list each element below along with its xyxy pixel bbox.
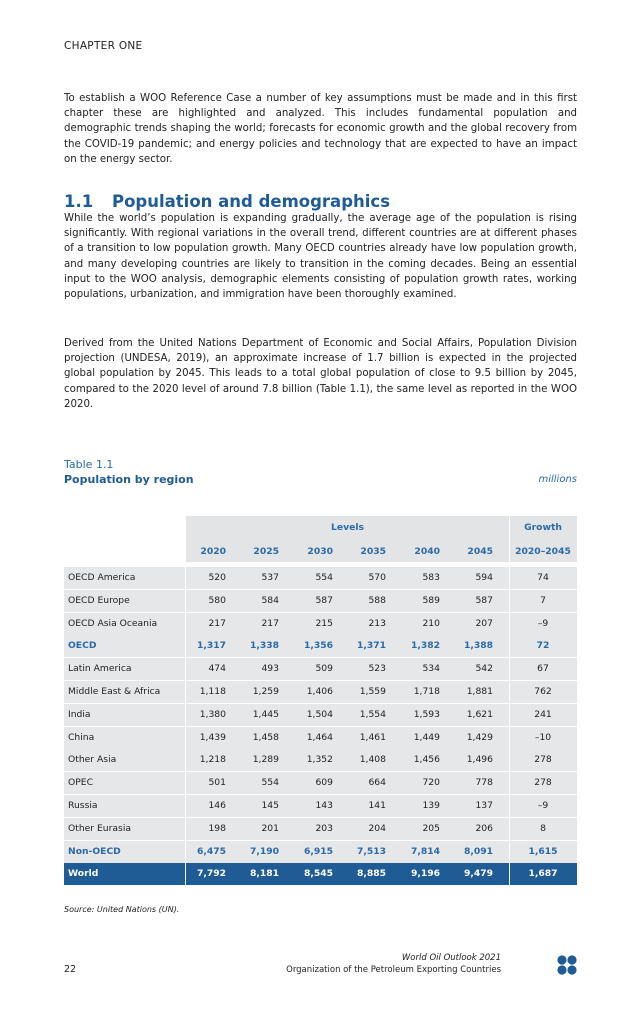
population-value: 204	[368, 822, 386, 834]
population-value: 6,475	[196, 845, 226, 857]
population-value: 1,881	[466, 686, 493, 697]
region-name: OECD Europe	[68, 594, 130, 606]
population-value: 1,456	[413, 754, 440, 766]
region-name: Russia	[68, 800, 98, 811]
table-row	[64, 795, 577, 817]
year-header: 2025	[253, 546, 279, 557]
region-name: OPEC	[68, 777, 93, 789]
region-name: Other Eurasia	[68, 822, 132, 834]
year-header: 2020	[200, 546, 226, 557]
column-divider	[509, 613, 510, 635]
population-value: 213	[368, 617, 386, 629]
header-blank	[64, 516, 185, 562]
population-value: 1,458	[252, 731, 279, 743]
table-row	[64, 613, 577, 635]
region-name: OECD	[68, 640, 97, 652]
table-row	[64, 772, 577, 794]
column-divider	[509, 704, 510, 726]
column-divider	[509, 795, 510, 817]
column-divider	[509, 635, 510, 657]
population-value: 210	[422, 617, 440, 629]
population-value: 587	[475, 594, 493, 606]
population-value: 139	[422, 800, 440, 811]
table-row	[64, 567, 577, 589]
table-row	[64, 818, 577, 840]
table-row	[64, 749, 577, 771]
region-name: OECD Asia Oceania	[68, 617, 158, 629]
population-value: 542	[475, 663, 493, 675]
population-value: 1,371	[356, 640, 386, 652]
intro-paragraph: To establish a WOO Reference Case a number of key assumptions must be made and in this first chapter these are highlighted and analyzed. This includes fundamental population and demographic trends shaping the world; forecasts for economic growth and the global recovery from the COVID-19 pandemic; and energy policies and technology that are expected to have an impact on the energy sector.	[64, 93, 577, 165]
growth-value: 762	[534, 686, 552, 697]
table-title: Population by region	[64, 473, 194, 486]
population-value: 1,504	[306, 708, 333, 720]
population-value: 1,218	[199, 754, 226, 766]
population-value: 664	[368, 777, 386, 789]
growth-value: 241	[534, 708, 552, 720]
population-value: 143	[315, 800, 333, 811]
population-value: 7,190	[249, 845, 279, 857]
population-value: 1,718	[413, 686, 440, 697]
growth-value: 8	[540, 822, 546, 834]
population-value: 609	[315, 777, 333, 789]
population-value: 1,406	[306, 686, 333, 697]
population-value: 587	[315, 594, 333, 606]
year-header: 2030	[307, 546, 333, 557]
population-value: 7,792	[196, 868, 226, 880]
population-value: 1,338	[249, 640, 279, 652]
population-value: 584	[261, 594, 279, 606]
population-value: 206	[475, 822, 493, 834]
population-value: 217	[261, 617, 279, 629]
population-value: 589	[422, 594, 440, 606]
population-value: 537	[261, 572, 279, 583]
region-name: Latin America	[68, 663, 132, 675]
chapter-label: CHAPTER ONE	[64, 40, 143, 52]
population-value: 8,091	[463, 845, 493, 857]
section-paragraph-2: Derived from the United Nations Department of Economic and Social Affairs, Population Division projection (UNDESA, 2019), an approximate increase of 1.7 billion is expected in the projected global population by 2045. This leads to a total global population of close to 9.5 billion by 2045, compared to the 2020 level of around 7.8 billion (Table 1.1), the same level as reported in the WOO 2020.	[64, 338, 577, 410]
growth-header: Growth	[524, 522, 562, 533]
population-value: 7,513	[356, 845, 386, 857]
population-value: 1,118	[199, 686, 226, 697]
table-row	[64, 590, 577, 612]
column-divider	[509, 863, 510, 885]
population-value: 137	[475, 800, 493, 811]
population-value: 1,352	[306, 754, 333, 766]
table-row	[64, 841, 577, 863]
region-name: Middle East & Africa	[68, 686, 161, 697]
population-value: 217	[208, 617, 226, 629]
population-value: 6,915	[303, 845, 333, 857]
growth-value: 278	[534, 754, 552, 766]
population-value: 1,461	[359, 731, 386, 743]
column-divider	[509, 681, 510, 703]
population-value: 520	[208, 572, 226, 583]
population-value: 580	[208, 594, 226, 606]
column-divider	[509, 516, 510, 562]
population-value: 778	[475, 777, 493, 789]
growth-value: 278	[534, 777, 552, 789]
table-row	[64, 658, 577, 680]
column-divider	[509, 841, 510, 863]
growth-value: –9	[537, 617, 549, 629]
population-value: 594	[475, 572, 493, 583]
population-value: 201	[261, 822, 279, 834]
column-divider	[509, 772, 510, 794]
table-source: Source: United Nations (UN).	[64, 905, 180, 914]
population-value: 1,408	[359, 754, 386, 766]
growth-period-header: 2020–2045	[515, 546, 571, 557]
population-value: 474	[208, 663, 226, 675]
population-value: 9,196	[410, 868, 440, 880]
column-divider	[509, 818, 510, 840]
population-value: 1,554	[359, 708, 386, 720]
column-divider	[509, 590, 510, 612]
population-value: 7,814	[410, 845, 440, 857]
growth-value: 74	[537, 572, 549, 583]
section-paragraph-1: While the world’s population is expanding gradually, the average age of the population is rising significantly. With regional variations in the overall trend, different countries are at different phases of a transition to low population growth. Many OECD countries already have low population growth, and many developing countries are likely to transition in the coming decades. Being an essential input to the WOO analysis, demographic elements consisting of population growth rates, working populations, urbanization, and immigration have been thoroughly examined.	[64, 213, 577, 301]
growth-value: 7	[540, 594, 546, 606]
population-value: 1,289	[252, 754, 279, 766]
table-row	[64, 635, 577, 657]
table-row	[64, 681, 577, 703]
organization-name: Organization of the Petroleum Exporting Countries	[286, 965, 501, 975]
population-value: 554	[315, 572, 333, 583]
population-value: 9,479	[463, 868, 493, 880]
population-value: 570	[368, 572, 386, 583]
opec-logo-icon	[556, 954, 578, 976]
publication-title: World Oil Outlook 2021	[401, 953, 501, 963]
population-value: 1,445	[252, 708, 279, 720]
population-value: 720	[422, 777, 440, 789]
population-value: 207	[475, 617, 493, 629]
population-value: 205	[422, 822, 440, 834]
growth-value: 67	[537, 663, 549, 675]
population-value: 501	[208, 777, 226, 789]
population-value: 509	[315, 663, 333, 675]
population-value: 203	[315, 822, 333, 834]
population-value: 8,885	[356, 868, 386, 880]
region-name: Other Asia	[68, 754, 117, 766]
population-value: 146	[208, 800, 226, 811]
population-value: 534	[422, 663, 440, 675]
column-divider	[509, 749, 510, 771]
population-value: 215	[315, 617, 333, 629]
region-name: OECD America	[68, 572, 136, 583]
population-value: 1,621	[466, 708, 493, 720]
year-header: 2040	[414, 546, 440, 557]
section-number: 1.1	[64, 192, 94, 211]
population-value: 1,559	[359, 686, 386, 697]
population-value: 588	[368, 594, 386, 606]
column-divider	[509, 567, 510, 589]
population-value: 493	[261, 663, 279, 675]
page-number: 22	[64, 964, 77, 975]
population-value: 1,593	[413, 708, 440, 720]
population-value: 1,439	[199, 731, 226, 743]
growth-value: –10	[534, 731, 552, 743]
table-label: Table 1.1	[64, 458, 114, 471]
population-value: 1,380	[199, 708, 226, 720]
population-value: 1,382	[410, 640, 440, 652]
population-value: 1,496	[466, 754, 493, 766]
population-value: 145	[261, 800, 279, 811]
population-value: 1,259	[252, 686, 279, 697]
population-value: 1,388	[463, 640, 493, 652]
population-value: 523	[368, 663, 386, 675]
region-name: World	[68, 868, 99, 880]
section-title: Population and demographics	[112, 192, 391, 211]
region-name: India	[68, 708, 91, 720]
section-heading	[64, 192, 390, 211]
levels-header: Levels	[331, 522, 364, 533]
region-name: China	[68, 731, 95, 743]
population-value: 8,181	[249, 868, 279, 880]
table-row	[64, 863, 577, 885]
population-value: 8,545	[303, 868, 333, 880]
table-row	[64, 704, 577, 726]
growth-value: –9	[537, 800, 549, 811]
table-row	[64, 727, 577, 749]
population-value: 554	[261, 777, 279, 789]
population-value: 141	[368, 800, 386, 811]
table-units: millions	[538, 474, 577, 485]
population-value: 1,356	[303, 640, 333, 652]
column-divider	[509, 727, 510, 749]
region-name: Non-OECD	[68, 845, 121, 857]
population-value: 583	[422, 572, 440, 583]
year-header: 2035	[360, 546, 386, 557]
population-value: 1,449	[413, 731, 440, 743]
population-value: 198	[208, 822, 226, 834]
column-divider	[509, 658, 510, 680]
growth-value: 1,615	[528, 845, 558, 857]
population-value: 1,429	[466, 731, 493, 743]
growth-value: 72	[536, 640, 550, 652]
year-header: 2045	[467, 546, 493, 557]
population-value: 1,464	[306, 731, 333, 743]
population-value: 1,317	[196, 640, 226, 652]
growth-value: 1,687	[528, 868, 558, 880]
